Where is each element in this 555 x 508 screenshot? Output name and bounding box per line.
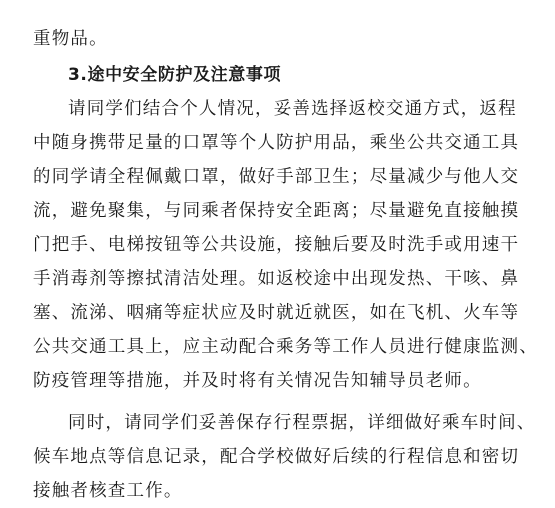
text-line: 候车地点等信息记录，配合学校做好后续的行程信息和密切 bbox=[33, 447, 520, 467]
text-line: 重物品。 bbox=[33, 29, 108, 49]
text-line: 公共交通工具上，应主动配合乘务等工作人员进行健康监测、 bbox=[33, 337, 538, 357]
paragraph-travel-protection bbox=[33, 92, 541, 398]
text-line: 请同学们结合个人情况，妥善选择返校交通方式，返程 bbox=[68, 99, 517, 119]
text-line: 塞、流涕、咽痛等症状应及时就近就医，如在飞机、火车等 bbox=[33, 303, 520, 323]
text-line: 门把手、电梯按钮等公共设施，接触后要及时洗手或用速干 bbox=[33, 235, 520, 255]
text-line: 防疫管理等措施，并及时将有关情况告知辅导员老师。 bbox=[33, 371, 482, 391]
text-line: 同时，请同学们妥善保存行程票据，详细做好乘车时间、 bbox=[68, 413, 536, 433]
text-line: 流，避免聚集，与同乘者保持安全距离；尽量避免直接触摸 bbox=[33, 201, 520, 221]
paragraph-gap bbox=[33, 398, 541, 406]
text-line: 手消毒剂等擦拭清洁处理。如返校途中出现发热、干咳、鼻 bbox=[33, 269, 520, 289]
text-line: 接触者核查工作。 bbox=[33, 481, 183, 501]
text-line: 的同学请全程佩戴口罩，做好手部卫生；尽量减少与他人交 bbox=[33, 167, 520, 187]
text-line: 中随身携带足量的口罩等个人防护用品，乘坐公共交通工具 bbox=[33, 133, 520, 153]
paragraph-itinerary-records bbox=[33, 406, 541, 508]
section-heading: 3.途中安全防护及注意事项 bbox=[68, 65, 282, 85]
